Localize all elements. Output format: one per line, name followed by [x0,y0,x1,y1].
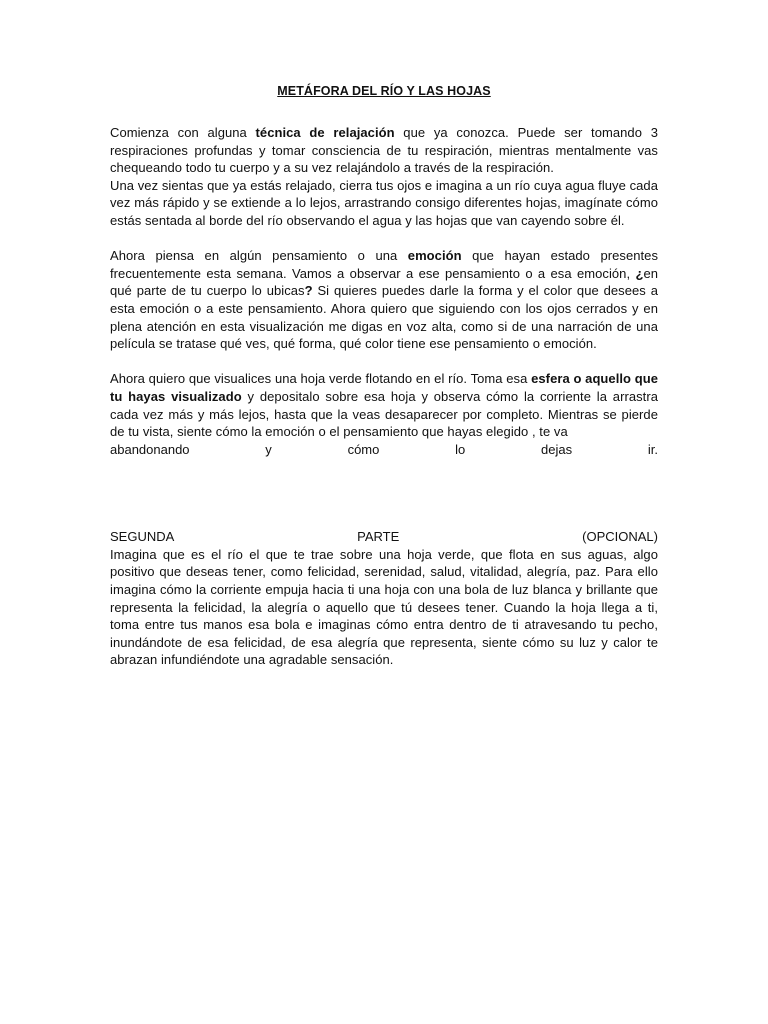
last-line-word: y [265,441,272,457]
last-line-word: abandonando [110,441,190,457]
p4-bold-sphere: esfera o aquello que tu hayas visualizado [110,371,659,404]
spacer [110,353,658,371]
p1-text-1: Comienza con alguna [110,125,256,140]
p1-bold-relaxation: técnica de relajación [255,125,395,140]
p1-text-2: que ya conozca. Puede ser tomando 3 respiraciones profundas y tomar consciencia de tu respiración, mientras mentalmente vas chequeando todo tu cuerpo y a su vez relajándolo a través de la respiración. [110,125,658,176]
section-heading-word: PARTE [357,529,400,545]
p3-text-1: Ahora piensa en algún pensamiento o una [110,248,408,264]
last-line-word: dejas [541,441,573,457]
spacer [110,458,658,528]
section-heading-word: (OPCIONAL) [582,529,658,545]
p4-text-2: y depositalo sobre esa hoja y observa cómo la corriente la arrastra cada vez más y más lejos, hasta que la veas desaparecer por completo. Mientras se pierde de tu vista, siente cómo la emoción o el pensamiento que hayas elegido , te va [110,388,658,440]
document-title: METÁFORA DEL RÍO Y LAS HOJAS [277,84,491,98]
last-line-word: cómo [347,441,380,457]
p3-bold-question-close: ? [304,283,313,299]
section-heading-word: SEGUNDA [110,529,175,545]
spacer [110,230,658,248]
p3-text-4: Si quieres puedes darle la forma y el color que desees a esta emoción o a este pensamiento. Ahora quiero que siguiendo con los ojos cerrados y en plena atención en esta visualización me digas en voz alta, como si de una narración de una película se tratase qué ves, qué forma, qué color tiene ese pensamiento o emoción. [110,283,658,352]
p3-text-3: en qué parte de tu cuerpo lo ubicas [110,265,658,299]
paragraph-leaf-last-line [110,441,658,459]
section-heading [110,528,658,546]
paragraph-leaf [110,370,658,440]
p3-bold-question-open: ¿ [635,265,644,281]
last-line-word: lo [455,441,466,457]
paragraph-second-part: Imagina que es el río el que te trae sobre una hoja verde, que flota en sus aguas, algo positivo que deseas tener, como felicidad, serenidad, salud, vitalidad, alegría, paz. Para ello imagina cómo la corriente empuja hacia ti una hoja con una bola de luz blanca y brillante que representa la felicidad, la alegría o aquello que tú desees tener. Cuando la hoja llega a ti, toma entre tus manos esa bola e imaginas cómo entra dentro de ti atravesando tu pecho, inundándote de esa felicidad, de esa alegría que representa, siente cómo su luz y calor te abrazan infundiéndote una agradable sensación. [110,546,658,668]
p3-bold-emotion: emoción [407,248,462,264]
paragraph-river: Una vez sientas que ya estás relajado, cierra tus ojos e imagina a un río cuya agua fluye cada vez más rápido y se extiende a lo lejos, arrastrando consigo diferentes hojas, imagínate cómo estás sentada al borde del río observando el agua y las hojas que van cayendo sobre él. [110,177,658,228]
last-line-word: ir. [647,441,658,457]
paragraph-emotion [110,247,658,353]
paragraph-intro [110,124,658,177]
p4-text-1: Ahora quiero que visualices una hoja verde flotando en el río. Toma esa [110,371,532,387]
p3-text-2: que hayan estado presentes frecuentemente esta semana. Vamos a observar a ese pensamiento o a esa emoción, [110,248,658,281]
